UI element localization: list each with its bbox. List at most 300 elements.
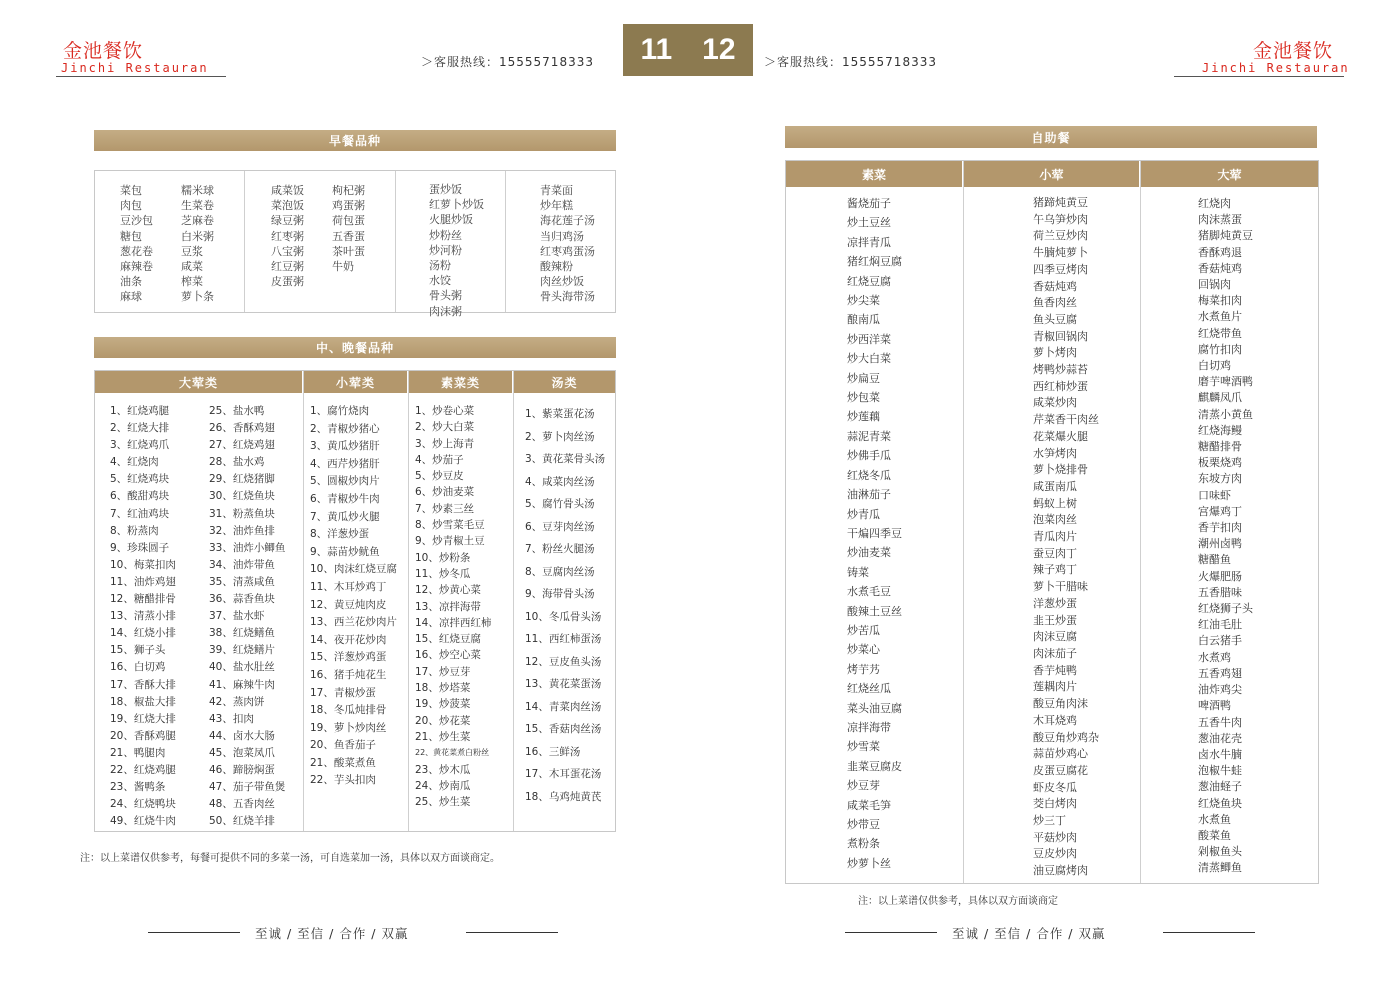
menu-item: 18、椒盐大排	[110, 695, 176, 708]
menu-item: 45、泡菜凤爪	[209, 746, 275, 759]
buffet-item: 口味虾	[1198, 488, 1231, 502]
brand-subtitle-right: Jinchi Restauran	[1202, 61, 1350, 75]
divider	[1140, 161, 1141, 883]
breakfast-item: 八宝粥	[271, 244, 304, 258]
breakfast-col-4	[332, 183, 365, 274]
menu-item: 48、五香肉丝	[209, 798, 275, 811]
brand-name-right: 金池餐饮	[1253, 40, 1334, 62]
breakfast-item: 豆沙包	[120, 214, 153, 228]
buffet-item: 酱烧茄子	[847, 197, 891, 210]
menu-item: 18、冬瓜炖排骨	[310, 704, 387, 717]
menu-item: 13、清蒸小排	[110, 610, 176, 623]
buffet-item: 炒三丁	[1033, 814, 1066, 828]
buffet-item: 白切鸡	[1198, 359, 1231, 373]
menu-item: 15、红烧豆腐	[415, 633, 481, 646]
buffet-item: 炒雪菜	[847, 740, 880, 754]
menu-item: 6、炒油麦菜	[415, 486, 475, 499]
lunch-dinner-table	[94, 370, 616, 832]
buffet-item: 香酥鸡退	[1198, 245, 1242, 259]
breakfast-item: 糖包	[120, 229, 142, 243]
hotline-right: ＞客服热线：15555718333	[764, 55, 937, 69]
menu-item: 5、炒豆皮	[415, 470, 464, 483]
menu-item: 10、炒粉条	[415, 551, 471, 564]
buffet-item: 红烧鱼块	[1198, 796, 1242, 810]
buffet-item: 四季豆烤肉	[1033, 262, 1088, 276]
breakfast-item: 当归鸡汤	[540, 229, 584, 243]
menu-item: 49、红烧牛肉	[110, 815, 176, 828]
menu-item: 8、粉蒸肉	[110, 524, 159, 537]
buffet-item: 猪红焖豆腐	[847, 255, 902, 269]
buffet-item: 木耳烧鸡	[1033, 713, 1077, 727]
divider	[395, 171, 396, 312]
buffet-item: 白云猪手	[1198, 634, 1242, 648]
breakfast-col-2	[181, 183, 214, 305]
menu-item: 1、腐竹烧肉	[310, 405, 370, 417]
buffet-big-list	[1198, 196, 1253, 877]
buffet-item: 烤芋艿	[847, 662, 880, 676]
buffet-item: 牛腩炖萝卜	[1033, 246, 1088, 260]
page-number-left: 11	[640, 33, 673, 66]
menu-item: 24、炒南瓜	[415, 779, 471, 792]
breakfast-item: 荷包蛋	[332, 214, 365, 228]
buffet-item: 东坡方肉	[1198, 472, 1242, 486]
buffet-item: 五香鸡翅	[1198, 666, 1242, 680]
menu-item: 11、油炸鸡翅	[110, 575, 176, 588]
page-number-right: 12	[702, 33, 736, 66]
buffet-item: 猪蹄炖黄豆	[1033, 196, 1088, 209]
buffet-item: 宫爆鸡丁	[1198, 504, 1242, 518]
motto-line	[845, 932, 937, 933]
menu-item: 46、蹄膀焖蛋	[209, 763, 275, 776]
buffet-item: 芹菜香干肉丝	[1033, 413, 1099, 427]
buffet-item: 泡菜肉丝	[1033, 513, 1077, 527]
brand-subtitle-left: Jinchi Restauran	[61, 61, 209, 75]
buffet-item: 酸辣土豆丝	[847, 604, 902, 618]
buffet-item: 腐竹扣肉	[1198, 342, 1242, 356]
menu-item: 42、蒸肉饼	[209, 695, 265, 708]
menu-item: 3、炒上海青	[415, 437, 475, 450]
menu-item: 14、青菜肉丝汤	[525, 700, 602, 713]
menu-note-left: 注：以上菜谱仅供参考，每餐可提供不同的多菜一汤，可自选菜加一汤，具体以双方面谈商定。	[80, 853, 500, 864]
breakfast-item: 红豆粥	[271, 259, 304, 273]
menu-item: 17、木耳蛋花汤	[525, 768, 602, 780]
buffet-item: 炒大白菜	[847, 352, 891, 366]
menu-item: 17、香酥大排	[110, 678, 176, 691]
menu-item: 15、狮子头	[110, 644, 166, 657]
divider	[505, 171, 506, 312]
menu-item: 11、木耳炒鸡丁	[310, 580, 387, 593]
buffet-item: 泡椒牛蛙	[1198, 764, 1242, 778]
breakfast-item: 海花莲子汤	[540, 214, 595, 228]
breakfast-item: 枸杞粥	[332, 184, 365, 197]
buffet-item: 五香腊味	[1198, 585, 1242, 599]
buffet-item: 水煮鱼	[1198, 812, 1231, 826]
buffet-item: 虾皮冬瓜	[1033, 780, 1077, 794]
big-meat-list-b	[209, 403, 285, 830]
menu-item: 8、炒雪菜毛豆	[415, 519, 485, 532]
menu-item: 14、凉拌西红柿	[415, 616, 492, 629]
menu-item: 27、红烧鸡翅	[209, 439, 275, 452]
breakfast-item: 绿豆粥	[271, 214, 304, 228]
buffet-item: 葱油蛏子	[1198, 780, 1242, 794]
menu-item: 22、黄花菜煮白粉丝	[415, 748, 490, 758]
menu-item: 18、乌鸡炖黄芪	[525, 790, 602, 803]
menu-item: 4、咸菜肉丝汤	[525, 475, 595, 488]
buffet-item: 油淋茄子	[847, 488, 891, 502]
menu-item: 22、红烧鸡腿	[110, 763, 176, 776]
buffet-item: 红油毛肚	[1198, 618, 1242, 632]
buffet-item: 猪脚炖黄豆	[1198, 229, 1253, 243]
menu-item: 8、洋葱炒蛋	[310, 528, 370, 541]
menu-item: 15、香菇肉丝汤	[525, 723, 602, 735]
menu-item: 2、红烧大排	[110, 422, 170, 435]
lunch-dinner-title-band: 中、晚餐品种	[94, 337, 616, 358]
menu-item: 20、炒花菜	[415, 714, 471, 727]
buffet-item: 香菇炖鸡	[1198, 261, 1242, 275]
motto-line	[1163, 932, 1255, 933]
breakfast-col-6	[540, 183, 595, 305]
header-big-meat: 大荤类	[95, 371, 302, 393]
breakfast-col-1	[120, 183, 153, 305]
menu-item: 16、三鲜汤	[525, 745, 581, 758]
buffet-item: 油炸鸡尖	[1198, 683, 1242, 697]
buffet-item: 烤鸭炒蒜苔	[1033, 363, 1088, 377]
buffet-item: 萝卜烤肉	[1033, 346, 1077, 360]
buffet-item: 炒尖菜	[847, 294, 880, 308]
breakfast-item: 萝卜条	[181, 290, 214, 304]
menu-item: 6、酸甜鸡块	[110, 490, 170, 503]
breakfast-table	[94, 170, 616, 318]
buffet-item: 蚂蚁上树	[1033, 496, 1077, 510]
motto-left: 至诚 / 至信 / 合作 / 双赢	[255, 926, 409, 941]
menu-item: 25、盐水鸭	[209, 405, 265, 417]
menu-item: 19、炒菠菜	[415, 698, 471, 711]
breakfast-item: 牛奶	[332, 259, 354, 273]
buffet-item: 潮州卤鸭	[1198, 537, 1242, 551]
menu-item: 12、豆皮鱼头汤	[525, 655, 602, 668]
buffet-item: 炒油麦菜	[847, 546, 891, 560]
header-buffet-small: 小荤	[964, 161, 1139, 187]
buffet-item: 红烧豆腐	[847, 274, 891, 288]
menu-item: 31、粉蒸鱼块	[209, 507, 275, 520]
breakfast-item: 炒河粉	[429, 243, 462, 257]
buffet-item: 平菇炒肉	[1033, 830, 1077, 844]
buffet-item: 蚕豆肉丁	[1033, 546, 1077, 560]
buffet-title-band: 自助餐	[785, 126, 1317, 148]
buffet-item: 洋葱炒蛋	[1033, 596, 1077, 610]
divider	[303, 371, 304, 831]
menu-item: 37、盐水虾	[209, 610, 265, 623]
buffet-item: 萝卜干腊味	[1033, 580, 1088, 594]
buffet-item: 午乌笋炒肉	[1033, 212, 1088, 226]
breakfast-title-band: 早餐品种	[94, 130, 616, 151]
menu-item: 43、扣肉	[209, 712, 254, 725]
menu-item: 10、梅菜扣肉	[110, 558, 176, 571]
menu-item: 13、凉拌海带	[415, 600, 481, 613]
buffet-item: 茭白烤肉	[1033, 797, 1077, 811]
menu-item: 14、夜开花炒肉	[310, 633, 387, 646]
menu-item: 11、炒冬瓜	[415, 567, 471, 580]
buffet-veg-list	[847, 194, 902, 873]
menu-item: 1、紫菜蛋花汤	[525, 408, 595, 420]
menu-item: 47、茄子带鱼煲	[209, 781, 286, 794]
menu-item: 4、红烧肉	[110, 456, 159, 469]
menu-item: 21、鸭腿肉	[110, 746, 166, 759]
menu-item: 3、红烧鸡爪	[110, 439, 170, 452]
buffet-item: 清蒸鲫鱼	[1198, 861, 1242, 875]
breakfast-item: 骨头海带汤	[540, 290, 595, 304]
buffet-item: 干煸四季豆	[847, 526, 902, 540]
buffet-item: 炒佛手瓜	[847, 449, 891, 463]
soup-list	[525, 403, 613, 808]
divider	[244, 171, 245, 312]
buffet-item: 酸豆角肉沫	[1033, 697, 1088, 711]
buffet-item: 炒扁豆	[847, 371, 880, 385]
breakfast-item: 茶叶蛋	[332, 244, 365, 258]
veg-list	[415, 403, 511, 810]
buffet-item: 回锅肉	[1198, 278, 1231, 292]
buffet-item: 炒莲藕	[847, 410, 880, 424]
menu-item: 9、蒜苗炒鱿鱼	[310, 545, 380, 558]
menu-item: 44、卤水大肠	[209, 729, 275, 742]
buffet-item: 红烧肉	[1198, 197, 1231, 210]
menu-item: 24、红烧鸭块	[110, 798, 176, 811]
buffet-item: 水煮鸡	[1198, 650, 1231, 664]
buffet-item: 红烧海鳗	[1198, 423, 1242, 437]
buffet-item: 咸菜毛笋	[847, 798, 891, 812]
menu-item: 33、油炸小鲫鱼	[209, 541, 286, 554]
buffet-item: 炒青瓜	[847, 507, 880, 521]
buffet-item: 咸蛋南瓜	[1033, 479, 1077, 493]
buffet-item: 葱油花壳	[1198, 731, 1242, 745]
header-soup: 汤类	[514, 371, 615, 393]
buffet-item: 凉拌青瓜	[847, 235, 891, 249]
motto-line	[466, 932, 558, 933]
buffet-item: 辣子鸡丁	[1033, 563, 1077, 577]
menu-item: 9、珍珠圆子	[110, 541, 170, 554]
buffet-item: 萝卜烧排骨	[1033, 463, 1088, 477]
menu-item: 2、青椒炒猪心	[310, 422, 380, 435]
buffet-item: 红烧冬瓜	[847, 468, 891, 482]
breakfast-item: 红萝卜炒饭	[429, 198, 484, 212]
menu-item: 9、炒青椒土豆	[415, 535, 485, 548]
menu-item: 28、盐水鸡	[209, 456, 265, 469]
breakfast-item: 水饺	[429, 274, 451, 288]
menu-item: 12、黄豆炖肉皮	[310, 598, 387, 611]
menu-item: 4、西芹炒猪肝	[310, 457, 380, 470]
breakfast-item: 肉沫粥	[429, 304, 462, 318]
buffet-item: 麒麟凤爪	[1198, 391, 1242, 405]
buffet-item: 五香牛肉	[1198, 715, 1242, 729]
menu-item: 19、萝卜炒肉丝	[310, 721, 387, 734]
buffet-item: 菜头油豆腐	[847, 701, 902, 715]
breakfast-item: 油条	[120, 275, 142, 289]
menu-item: 7、炒素三丝	[415, 502, 475, 515]
breakfast-item: 红枣粥	[271, 229, 304, 243]
menu-item: 14、红烧小排	[110, 627, 176, 640]
menu-item: 17、炒豆芽	[415, 665, 471, 678]
menu-item: 18、炒塔菜	[415, 682, 471, 695]
breakfast-item: 鸡蛋粥	[332, 199, 365, 213]
buffet-item: 火爆肥肠	[1198, 569, 1242, 583]
page-number-box	[623, 24, 753, 76]
menu-item: 30、红烧鱼块	[209, 490, 275, 503]
menu-item: 12、炒黄心菜	[415, 584, 481, 597]
brand-underline-right	[1174, 76, 1344, 77]
brand-name-left: 金池餐饮	[63, 40, 144, 62]
menu-item: 36、蒜香鱼块	[209, 593, 275, 606]
buffet-item: 肉沫蒸蛋	[1198, 213, 1242, 227]
buffet-item: 炒西洋菜	[847, 332, 891, 346]
menu-item: 5、红烧鸡块	[110, 473, 170, 486]
menu-item: 2、萝卜肉丝汤	[525, 430, 595, 443]
menu-item: 5、腐竹骨头汤	[525, 498, 595, 510]
buffet-item: 炒萝卜丝	[847, 856, 891, 870]
buffet-item: 酿南瓜	[847, 313, 880, 327]
buffet-item: 青椒回锅肉	[1033, 329, 1088, 343]
divider	[963, 161, 964, 883]
buffet-item: 清蒸小黄鱼	[1198, 407, 1253, 421]
brand-underline-left	[56, 76, 226, 77]
menu-item: 13、黄花菜蛋汤	[525, 678, 602, 690]
divider	[513, 371, 514, 831]
menu-item: 12、糖醋排骨	[110, 593, 176, 606]
buffet-item: 卤水牛腩	[1198, 747, 1242, 761]
header-veg: 素菜类	[409, 371, 512, 393]
menu-item: 22、芋头扣肉	[310, 774, 376, 787]
menu-item: 1、炒卷心菜	[415, 405, 475, 417]
menu-item: 11、西红柿蛋汤	[525, 633, 602, 645]
buffet-item: 炒苦瓜	[847, 623, 880, 637]
menu-item: 23、酱鸭条	[110, 781, 166, 794]
buffet-item: 炒菜心	[847, 643, 880, 657]
buffet-item: 梅菜扣肉	[1198, 294, 1242, 308]
buffet-item: 莲耦肉片	[1033, 680, 1077, 694]
buffet-item: 肉沫豆腐	[1033, 630, 1077, 644]
buffet-item: 油豆腐烤肉	[1033, 864, 1088, 878]
buffet-item: 酸菜鱼	[1198, 828, 1231, 842]
menu-item: 23、炒木瓜	[415, 763, 471, 776]
menu-item: 13、西兰花炒肉片	[310, 616, 397, 629]
breakfast-item: 麻辣卷	[120, 259, 153, 273]
buffet-item: 煮粉条	[847, 837, 880, 851]
buffet-item: 炒土豆丝	[847, 216, 891, 230]
menu-item: 3、黄花菜骨头汤	[525, 453, 606, 465]
menu-item: 26、香酥鸡翅	[209, 422, 275, 435]
buffet-item: 西红柿炒蛋	[1033, 379, 1088, 393]
breakfast-item: 红枣鸡蛋汤	[540, 244, 595, 258]
menu-note-right: 注：以上菜谱仅供参考，具体以双方面谈商定	[858, 896, 1058, 907]
breakfast-item: 豆浆	[181, 244, 203, 258]
breakfast-item: 蛋炒饭	[429, 183, 462, 196]
breakfast-item: 咸菜	[181, 259, 203, 273]
breakfast-item: 榨菜	[181, 275, 203, 289]
menu-item: 20、鱼香茄子	[310, 739, 376, 752]
buffet-item: 肉沫茄子	[1033, 646, 1077, 660]
menu-item: 7、黄瓜炒火腿	[310, 510, 380, 523]
menu-item: 16、猪手炖花生	[310, 668, 387, 681]
menu-item: 7、红油鸡块	[110, 507, 170, 520]
breakfast-item: 皮蛋粥	[271, 275, 304, 289]
buffet-item: 皮蛋豆腐花	[1033, 763, 1088, 777]
hotline-left: ＞客服热线：15555718333	[421, 55, 594, 69]
buffet-item: 红烧丝瓜	[847, 682, 891, 696]
buffet-item: 咸菜炒肉	[1033, 396, 1077, 410]
menu-item: 34、油炸带鱼	[209, 558, 275, 571]
menu-item: 35、清蒸咸鱼	[209, 575, 275, 588]
buffet-item: 花菜爆火腿	[1033, 429, 1088, 443]
breakfast-col-3	[271, 183, 304, 289]
menu-item: 41、麻辣牛肉	[209, 678, 275, 691]
menu-item: 1、红烧鸡腿	[110, 405, 170, 417]
buffet-item: 韭王炒蛋	[1033, 613, 1077, 627]
buffet-item: 炒豆芽	[847, 779, 880, 793]
menu-item: 29、红烧猪脚	[209, 473, 275, 486]
header-buffet-big: 大荤	[1141, 161, 1318, 187]
breakfast-item: 汤粉	[429, 258, 451, 272]
menu-item: 39、红烧鳝片	[209, 644, 275, 657]
buffet-item: 糖醋鱼	[1198, 553, 1231, 567]
buffet-item: 韭菜豆腐皮	[847, 759, 902, 773]
menu-item: 6、青椒炒牛肉	[310, 492, 380, 505]
buffet-item: 水煮毛豆	[847, 585, 891, 599]
buffet-item: 香芋扣肉	[1198, 521, 1242, 535]
menu-item: 5、圆椒炒肉片	[310, 475, 380, 488]
buffet-item: 啤酒鸭	[1198, 699, 1231, 713]
menu-item: 7、粉丝火腿汤	[525, 543, 595, 555]
breakfast-item: 菜泡饭	[271, 199, 304, 213]
menu-item: 21、炒生菜	[415, 730, 471, 743]
breakfast-item: 炒粉丝	[429, 228, 462, 242]
menu-item: 9、海带骨头汤	[525, 588, 595, 600]
breakfast-col-5	[429, 183, 484, 320]
breakfast-item: 火腿炒饭	[429, 213, 473, 227]
buffet-item: 水煮鱼片	[1198, 310, 1242, 324]
buffet-item: 板栗烧鸡	[1198, 456, 1242, 470]
menu-item: 15、洋葱炒鸡蛋	[310, 651, 387, 664]
breakfast-item: 糯米球	[181, 184, 214, 197]
buffet-item: 红烧带鱼	[1198, 326, 1242, 340]
breakfast-item: 麻球	[120, 290, 142, 304]
menu-item: 25、炒生菜	[415, 796, 471, 809]
breakfast-item: 五香蛋	[332, 229, 365, 243]
menu-item: 6、豆芽肉丝汤	[525, 520, 595, 533]
buffet-item: 糖醋排骨	[1198, 440, 1242, 454]
buffet-small-list	[1033, 195, 1099, 880]
buffet-item: 鱼香肉丝	[1033, 296, 1077, 310]
menu-item: 20、香酥鸡腿	[110, 729, 176, 742]
buffet-item: 豆皮炒肉	[1033, 847, 1077, 861]
buffet-item: 磨芋啤酒鸭	[1198, 375, 1253, 389]
breakfast-item: 肉包	[120, 199, 142, 213]
breakfast-item: 骨头粥	[429, 289, 462, 303]
menu-item: 16、白切鸡	[110, 661, 166, 674]
buffet-item: 蒜泥青菜	[847, 429, 891, 443]
menu-item: 19、红烧大排	[110, 712, 176, 725]
buffet-item: 剁椒鱼头	[1198, 845, 1242, 859]
big-meat-list-a	[110, 403, 176, 830]
breakfast-item: 肉丝炒饭	[540, 275, 584, 289]
menu-item: 21、酸菜煮鱼	[310, 756, 376, 769]
menu-item: 4、炒茄子	[415, 453, 464, 466]
buffet-item: 荷兰豆炒肉	[1033, 229, 1088, 243]
buffet-item: 炒包菜	[847, 391, 880, 405]
menu-item: 16、炒空心菜	[415, 649, 481, 662]
motto-right: 至诚 / 至信 / 合作 / 双赢	[952, 926, 1106, 941]
breakfast-item: 酸辣粉	[540, 259, 573, 273]
menu-item: 17、青椒炒蛋	[310, 686, 376, 699]
buffet-item: 香菇炖鸡	[1033, 279, 1077, 293]
